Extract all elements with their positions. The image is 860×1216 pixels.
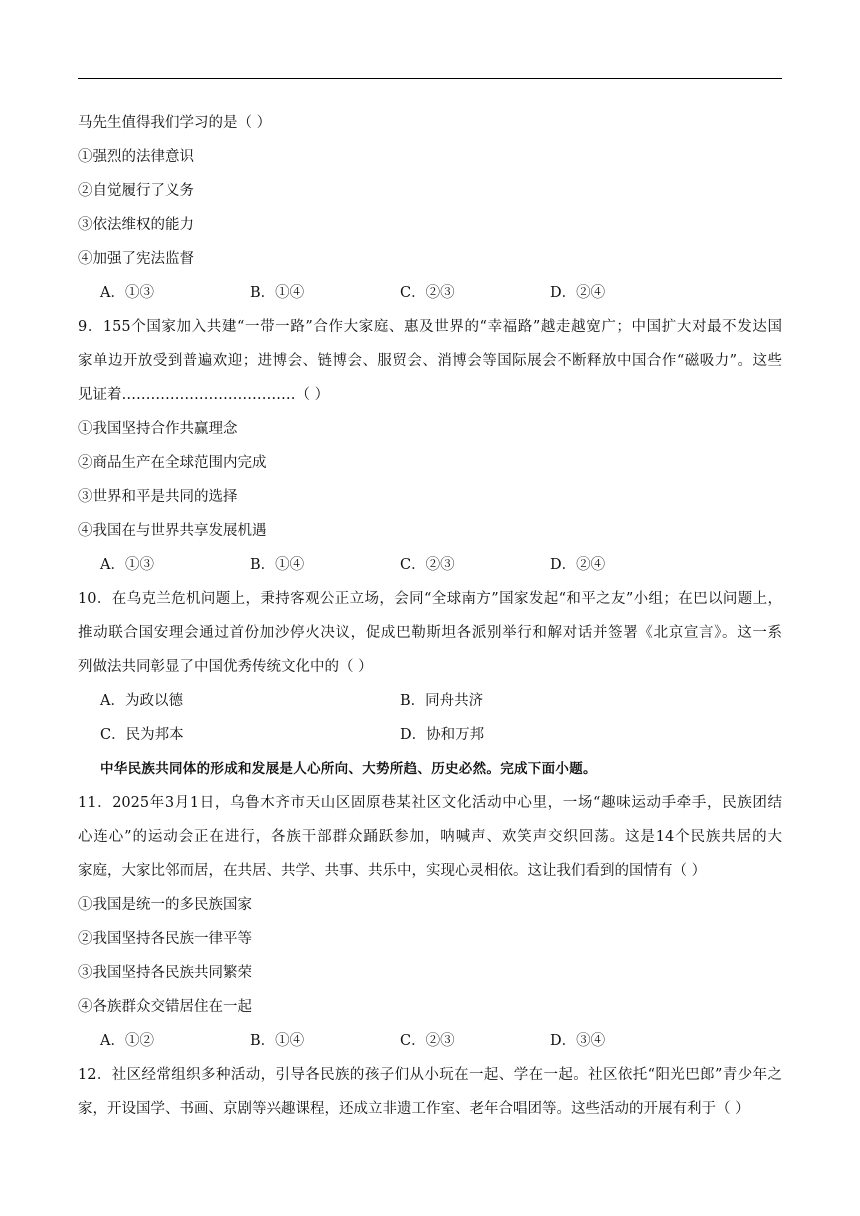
q10-stem-line: 推动联合国安理会通过首份加沙停火决议，促成巴勒斯坦各派别举行和解对话并签署《北京宣言》。这一系 [78, 625, 782, 641]
q10-options-row-1 [78, 684, 782, 718]
q11-stem-line: 家庭，大家比邻而居，在共居、共学、共事、共乐中，实现心灵相依。这让我们看到的国情有（ ） [78, 863, 707, 879]
q9-stem-line: 9．155个国家加入共建“一带一路”合作大家庭、惠及世界的“幸福路”越走越宽广；中国扩大对最不发达国 [78, 319, 782, 335]
q9-item: ③世界和平是共同的选择 [78, 489, 238, 505]
option-a: A．①③ [100, 285, 154, 301]
q8-stem: 马先生值得我们学习的是（ ） [78, 115, 272, 131]
group-intro: 中华民族共同体的形成和发展是人心所向、大势所趋、历史必然。完成下面小题。 [100, 761, 597, 777]
q12-stem-line: 12．社区经常组织多种活动，引导各民族的孩子们从小玩在一起、学在一起。社区依托“阳光巴郎”青少年之 [78, 1067, 782, 1083]
q9-stem-line: 家单边开放受到普遍欢迎；进博会、链博会、服贸会、消博会等国际展会不断释放中国合作“磁吸力”。这些 [78, 353, 782, 369]
q9-item: ①我国坚持合作共赢理念 [78, 421, 238, 437]
option-d: D．③④ [550, 1033, 606, 1049]
option-a: A．①② [100, 1033, 154, 1049]
q10-options-row-2 [78, 718, 782, 752]
q9-stem-line: 见证着………………………………（ ） [78, 387, 330, 403]
option-c: C．②③ [400, 285, 455, 301]
q8-item: ①强烈的法律意识 [78, 149, 194, 165]
q9-item: ④我国在与世界共享发展机遇 [78, 523, 267, 539]
q10-stem-line: 列做法共同彰显了中国优秀传统文化中的（ ） [78, 659, 373, 675]
q10-stem-line: 10．在乌克兰危机问题上，秉持客观公正立场，会同“全球南方”国家发起“和平之友”小组；在巴以问题上， [78, 591, 782, 607]
q12-stem-line: 家，开设国学、书画、京剧等兴趣课程，还成立非遗工作室、老年合唱团等。这些活动的开展有利于（ ） [78, 1101, 750, 1117]
document-body [78, 106, 782, 1126]
q9-item: ②商品生产在全球范围内完成 [78, 455, 267, 471]
q8-options [78, 276, 782, 310]
option-c: C．②③ [400, 1033, 455, 1049]
q11-item: ④各族群众交错居住在一起 [78, 999, 252, 1015]
option-a: A．①③ [100, 557, 154, 573]
q8-item: ②自觉履行了义务 [78, 183, 194, 199]
q11-item: ③我国坚持各民族共同繁荣 [78, 965, 252, 981]
q11-item: ①我国是统一的多民族国家 [78, 897, 252, 913]
header-rule [78, 78, 782, 79]
option-c: C．②③ [400, 557, 455, 573]
option-d: D．②④ [550, 557, 606, 573]
q11-item: ②我国坚持各民族一律平等 [78, 931, 252, 947]
q8-item: ④加强了宪法监督 [78, 251, 194, 267]
q11-stem-line: 心连心”的运动会正在进行，各族干部群众踊跃参加，呐喊声、欢笑声交织回荡。这是14个民族共居的大 [78, 829, 782, 845]
option-a: A．为政以德 [100, 693, 183, 709]
q9-options [78, 548, 782, 582]
option-b: B．①④ [250, 285, 305, 301]
option-c: C．民为邦本 [100, 727, 184, 743]
q8-item: ③依法维权的能力 [78, 217, 194, 233]
option-b: B．①④ [250, 1033, 305, 1049]
q11-options [78, 1024, 782, 1058]
option-d: D．②④ [550, 285, 606, 301]
option-b: B．①④ [250, 557, 305, 573]
q11-stem-line: 11．2025年3月1日，乌鲁木齐市天山区固原巷某社区文化活动中心里，一场“趣味运动手牵手，民族团结 [78, 795, 782, 811]
option-b: B．同舟共济 [400, 693, 484, 709]
option-d: D．协和万邦 [400, 727, 485, 743]
